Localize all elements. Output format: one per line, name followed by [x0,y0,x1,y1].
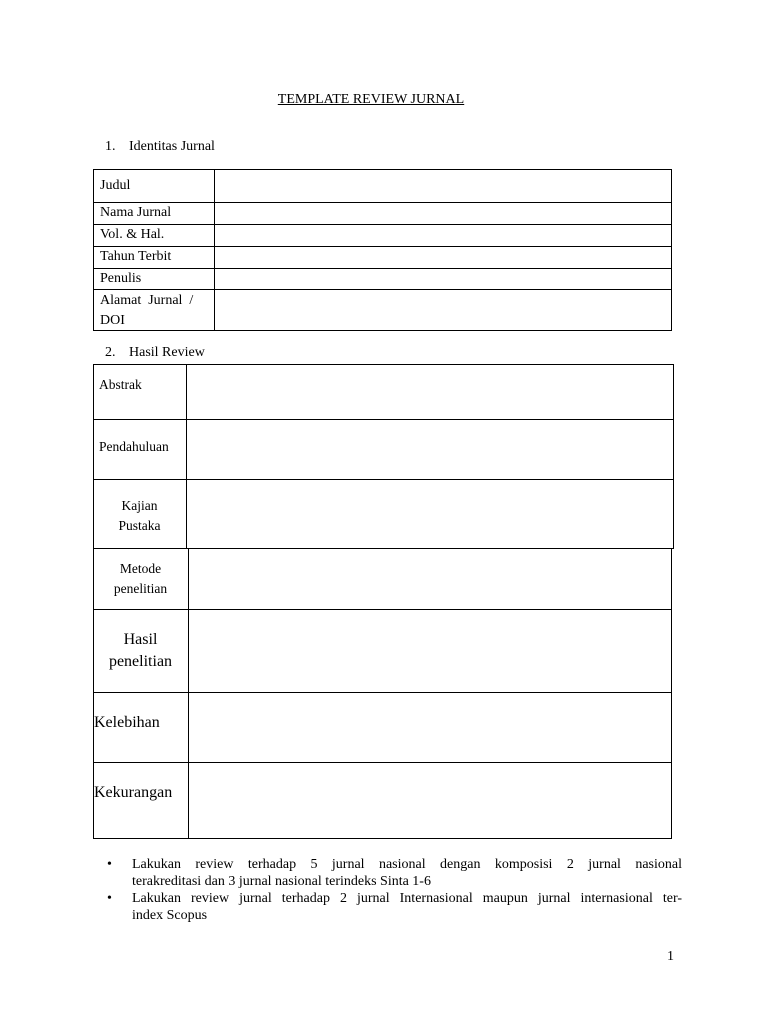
review-label-metode: Metode [119,561,162,576]
identity-label-tahun-terbit: Tahun Terbit [100,249,172,264]
note-1-line-1: Lakukan review terhadap 5 jurnal nasional dengan komposisi 2 jurnal nasional [132,857,682,872]
review-table-column-divider-lower [188,548,189,839]
review-row-divider [93,692,672,693]
section-1-number: 1. [105,139,116,154]
note-2-line-1: Lakukan review jurnal terhadap 2 jurnal Internasional maupun jurnal internasional ter- [132,891,682,906]
identity-row-divider [93,202,672,203]
review-label-pendahuluan: Pendahuluan [99,439,169,454]
identity-table-column-divider [214,169,215,331]
identity-label-judul: Judul [100,178,131,193]
review-label-kelebihan: Kelebihan [94,714,160,731]
review-label-kajian-pustaka [93,496,186,536]
review-row-divider [93,609,672,610]
section-2-number: 2. [105,345,116,360]
identity-label-vol-hal: Vol. & Hal. [100,227,165,242]
identity-row-divider [93,289,672,290]
identity-row-divider [93,224,672,225]
section-1-title: Identitas Jurnal [129,139,215,154]
note-1-line-2: terakreditasi dan 3 jurnal nasional terindeks Sinta 1-6 [132,874,431,889]
identity-label-penulis: Penulis [100,271,142,286]
review-label-kekurangan: Kekurangan [94,784,173,801]
review-label-abstrak: Abstrak [99,377,142,392]
page-number: 1 [667,949,674,964]
bullet-icon: • [107,891,112,906]
review-label-hasil-penelitian-line2: penelitian [108,653,173,670]
section-2-heading [105,344,205,362]
document-title [0,91,742,109]
section-1-heading [105,138,215,156]
identity-label-doi: DOI [100,313,125,328]
identity-label-alamat: Alamat Jurnal / [100,293,194,308]
section-2-title: Hasil Review [129,345,205,360]
review-row-divider [93,419,674,420]
review-label-hasil: Hasil [123,631,158,648]
review-label-kajian: Kajian [121,498,158,513]
review-label-pustaka: Pustaka [118,518,161,533]
note-2-line-2: index Scopus [132,908,208,923]
review-row-divider [93,762,672,763]
review-label-hasil-penelitian [93,629,188,673]
review-row-divider [93,479,674,480]
identity-row-divider [93,268,672,269]
review-label-metode-penelitian [93,559,188,599]
title-part-1: TEMPLATE REVIEW [277,92,411,107]
identity-row-divider [93,246,672,247]
review-label-penelitian: penelitian [113,581,168,596]
review-table-column-divider [186,364,187,549]
title-part-2: JURNAL [410,92,465,107]
bullet-icon: • [107,857,112,872]
identity-label-nama-jurnal: Nama Jurnal [100,205,172,220]
